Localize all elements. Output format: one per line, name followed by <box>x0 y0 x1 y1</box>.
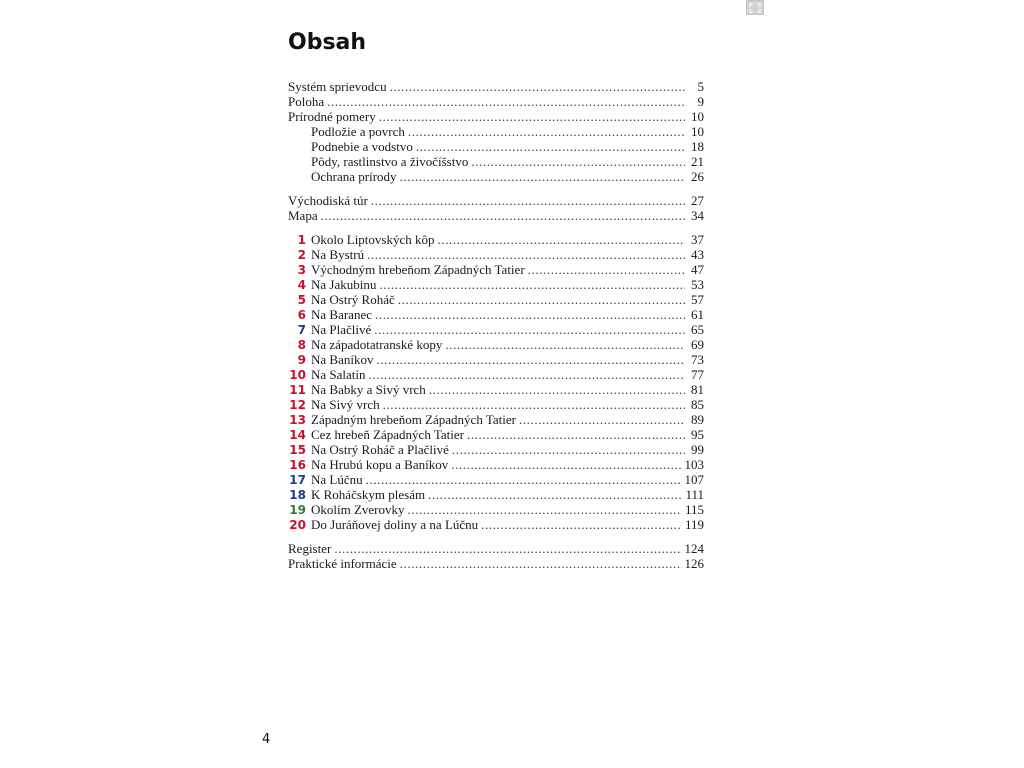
toc-entry-label: Prírodné pomery <box>288 109 376 124</box>
route-number: 19 <box>289 503 306 517</box>
dot-leader <box>429 382 685 397</box>
fullscreen-button[interactable] <box>746 0 764 15</box>
toc-row[interactable] <box>288 169 704 184</box>
page-number: 4 <box>262 732 271 747</box>
toc-entry-label: Register <box>288 541 332 556</box>
toc-entry-label: Praktické informácie <box>288 556 397 571</box>
toc-entry-label: Na Jakubinu <box>311 277 377 292</box>
toc-page-number: 85 <box>691 397 704 412</box>
toc-entry-label: Na Plačlivé <box>311 322 372 337</box>
toc-entry-label: Na Hrubú kopu a Baníkov <box>311 457 449 472</box>
dot-leader <box>379 109 685 124</box>
dot-leader <box>451 457 681 472</box>
toc-page-number: 103 <box>684 457 704 472</box>
dot-leader <box>371 193 685 208</box>
section-gap <box>288 532 704 541</box>
dot-leader <box>445 337 685 352</box>
toc-row[interactable] <box>288 79 704 94</box>
toc-entry-label: Do Juráňovej doliny a na Lúčnu <box>311 517 479 532</box>
toc-page-number: 77 <box>691 367 704 382</box>
route-number: 17 <box>289 473 306 487</box>
toc-route-row[interactable] <box>288 262 704 277</box>
toc-entry-label: K Roháčskym plesám <box>311 487 426 502</box>
toc-page-number: 37 <box>691 232 704 247</box>
toc-row[interactable] <box>288 193 704 208</box>
section-gap <box>288 223 704 232</box>
dot-leader <box>452 442 685 457</box>
toc-route-row[interactable] <box>288 277 704 292</box>
toc-entry-label: Podložie a povrch <box>311 124 405 139</box>
toc-route-row[interactable] <box>288 472 704 487</box>
toc-entry-label: Na Bystrú <box>311 247 365 262</box>
dot-leader <box>321 208 685 223</box>
dot-leader <box>327 94 685 109</box>
toc-entry-label: Západným hrebeňom Západných Tatier <box>311 412 516 427</box>
page-title: Obsah <box>288 30 367 55</box>
toc-row[interactable] <box>288 208 704 223</box>
toc-row[interactable] <box>288 139 704 154</box>
dot-leader <box>366 472 682 487</box>
dot-leader <box>408 124 685 139</box>
dot-leader <box>408 502 682 517</box>
toc-row[interactable] <box>288 109 704 124</box>
route-number: 6 <box>297 308 306 322</box>
toc-page-number: 43 <box>691 247 704 262</box>
dot-leader <box>383 397 685 412</box>
section-gap <box>288 184 704 193</box>
route-number: 15 <box>289 443 306 457</box>
toc-page-number: 95 <box>691 427 704 442</box>
route-number: 3 <box>297 263 306 277</box>
toc-entry-label: Cez hrebeň Západných Tatier <box>311 427 464 442</box>
toc-entry-label: Okolím Zverovky <box>311 502 405 517</box>
toc-row[interactable] <box>288 541 704 556</box>
toc-page-number: 57 <box>691 292 704 307</box>
table-of-contents <box>288 79 704 571</box>
toc-entry-label: Na Baranec <box>311 307 372 322</box>
toc-route-row[interactable] <box>288 412 704 427</box>
dot-leader <box>400 169 685 184</box>
route-number: 4 <box>297 278 306 292</box>
toc-route-row[interactable] <box>288 382 704 397</box>
toc-page-number: 119 <box>684 517 704 532</box>
toc-route-row[interactable] <box>288 292 704 307</box>
toc-entry-label: Podnebie a vodstvo <box>311 139 413 154</box>
route-number: 2 <box>297 248 306 262</box>
toc-entry-label: Východiská túr <box>288 193 368 208</box>
route-number: 20 <box>289 518 306 532</box>
toc-page-number: 10 <box>691 109 704 124</box>
dot-leader <box>528 262 685 277</box>
dot-leader <box>416 139 685 154</box>
dot-leader <box>334 541 681 556</box>
toc-row[interactable] <box>288 94 704 109</box>
toc-entry-label: Mapa <box>288 208 318 223</box>
toc-entry-label: Systém sprievodcu <box>288 79 387 94</box>
toc-entry-label: Východným hrebeňom Západných Tatier <box>311 262 525 277</box>
toc-entry-label: Na Baníkov <box>311 352 374 367</box>
toc-page-number: 9 <box>697 94 704 109</box>
toc-page-number: 26 <box>691 169 704 184</box>
toc-page-number: 126 <box>684 556 704 571</box>
toc-entry-label: Na Salatín <box>311 367 366 382</box>
toc-page-number: 61 <box>691 307 704 322</box>
toc-route-row[interactable] <box>288 457 704 472</box>
toc-entry-label: Pôdy, rastlinstvo a živočíšstvo <box>311 154 469 169</box>
toc-page-number: 21 <box>691 154 704 169</box>
route-number: 7 <box>297 323 306 337</box>
dot-leader <box>379 277 685 292</box>
toc-page-number: 115 <box>684 502 704 517</box>
toc-page-number: 99 <box>691 442 704 457</box>
dot-leader <box>467 427 685 442</box>
toc-route-row[interactable] <box>288 487 704 502</box>
toc-row[interactable] <box>288 556 704 571</box>
toc-page-number: 107 <box>684 472 704 487</box>
toc-page-number: 73 <box>691 352 704 367</box>
expand-icon <box>749 3 761 13</box>
toc-page-number: 47 <box>691 262 704 277</box>
dot-leader <box>369 367 685 382</box>
toc-page-number: 124 <box>684 541 704 556</box>
toc-route-row[interactable] <box>288 352 704 367</box>
route-number: 9 <box>297 353 306 367</box>
toc-route-row[interactable] <box>288 502 704 517</box>
route-number: 16 <box>289 458 306 472</box>
toc-page-number: 18 <box>691 139 704 154</box>
toc-route-row[interactable] <box>288 442 704 457</box>
toc-entry-label: Okolo Liptovských kôp <box>311 232 435 247</box>
toc-page-number: 89 <box>691 412 704 427</box>
route-number: 18 <box>289 488 306 502</box>
toc-page-number: 65 <box>691 322 704 337</box>
dot-leader <box>471 154 685 169</box>
dot-leader <box>376 352 685 367</box>
dot-leader <box>375 307 685 322</box>
toc-entry-label: Na Babky a Sivý vrch <box>311 382 426 397</box>
route-number: 11 <box>289 383 306 397</box>
route-number: 12 <box>289 398 306 412</box>
route-number: 14 <box>289 428 306 442</box>
toc-page-number: 111 <box>685 487 704 502</box>
toc-entry-label: Na Sivý vrch <box>311 397 380 412</box>
toc-row[interactable] <box>288 154 704 169</box>
dot-leader <box>428 487 682 502</box>
route-number: 8 <box>297 338 306 352</box>
toc-entry-label: Ochrana prírody <box>311 169 397 184</box>
toc-page-number: 5 <box>697 79 704 94</box>
toc-entry-label: Poloha <box>288 94 325 109</box>
toc-entry-label: Na Lúčnu <box>311 472 363 487</box>
dot-leader <box>438 232 686 247</box>
dot-leader <box>519 412 685 427</box>
dot-leader <box>367 247 685 262</box>
toc-entry-label: Na Ostrý Roháč a Plačlivé <box>311 442 449 457</box>
route-number: 1 <box>297 233 306 247</box>
toc-route-row[interactable] <box>288 322 704 337</box>
toc-route-row[interactable] <box>288 517 704 532</box>
toc-route-row[interactable] <box>288 307 704 322</box>
toc-route-row[interactable] <box>288 427 704 442</box>
toc-page-number: 69 <box>691 337 704 352</box>
dot-leader <box>400 556 682 571</box>
dot-leader <box>390 79 685 94</box>
toc-page-number: 81 <box>691 382 704 397</box>
toc-route-row[interactable] <box>288 232 704 247</box>
toc-route-row[interactable] <box>288 337 704 352</box>
toc-row[interactable] <box>288 124 704 139</box>
toc-page-number: 27 <box>691 193 704 208</box>
route-number: 13 <box>289 413 306 427</box>
toc-page-number: 10 <box>691 124 704 139</box>
dot-leader <box>398 292 685 307</box>
toc-route-row[interactable] <box>288 247 704 262</box>
dot-leader <box>374 322 685 337</box>
toc-entry-label: Na Ostrý Roháč <box>311 292 395 307</box>
route-number: 10 <box>289 368 306 382</box>
toc-page-number: 34 <box>691 208 704 223</box>
toc-page-number: 53 <box>691 277 704 292</box>
dot-leader <box>481 517 682 532</box>
toc-entry-label: Na západotatranské kopy <box>311 337 443 352</box>
toc-route-row[interactable] <box>288 397 704 412</box>
toc-route-row[interactable] <box>288 367 704 382</box>
route-number: 5 <box>297 293 306 307</box>
